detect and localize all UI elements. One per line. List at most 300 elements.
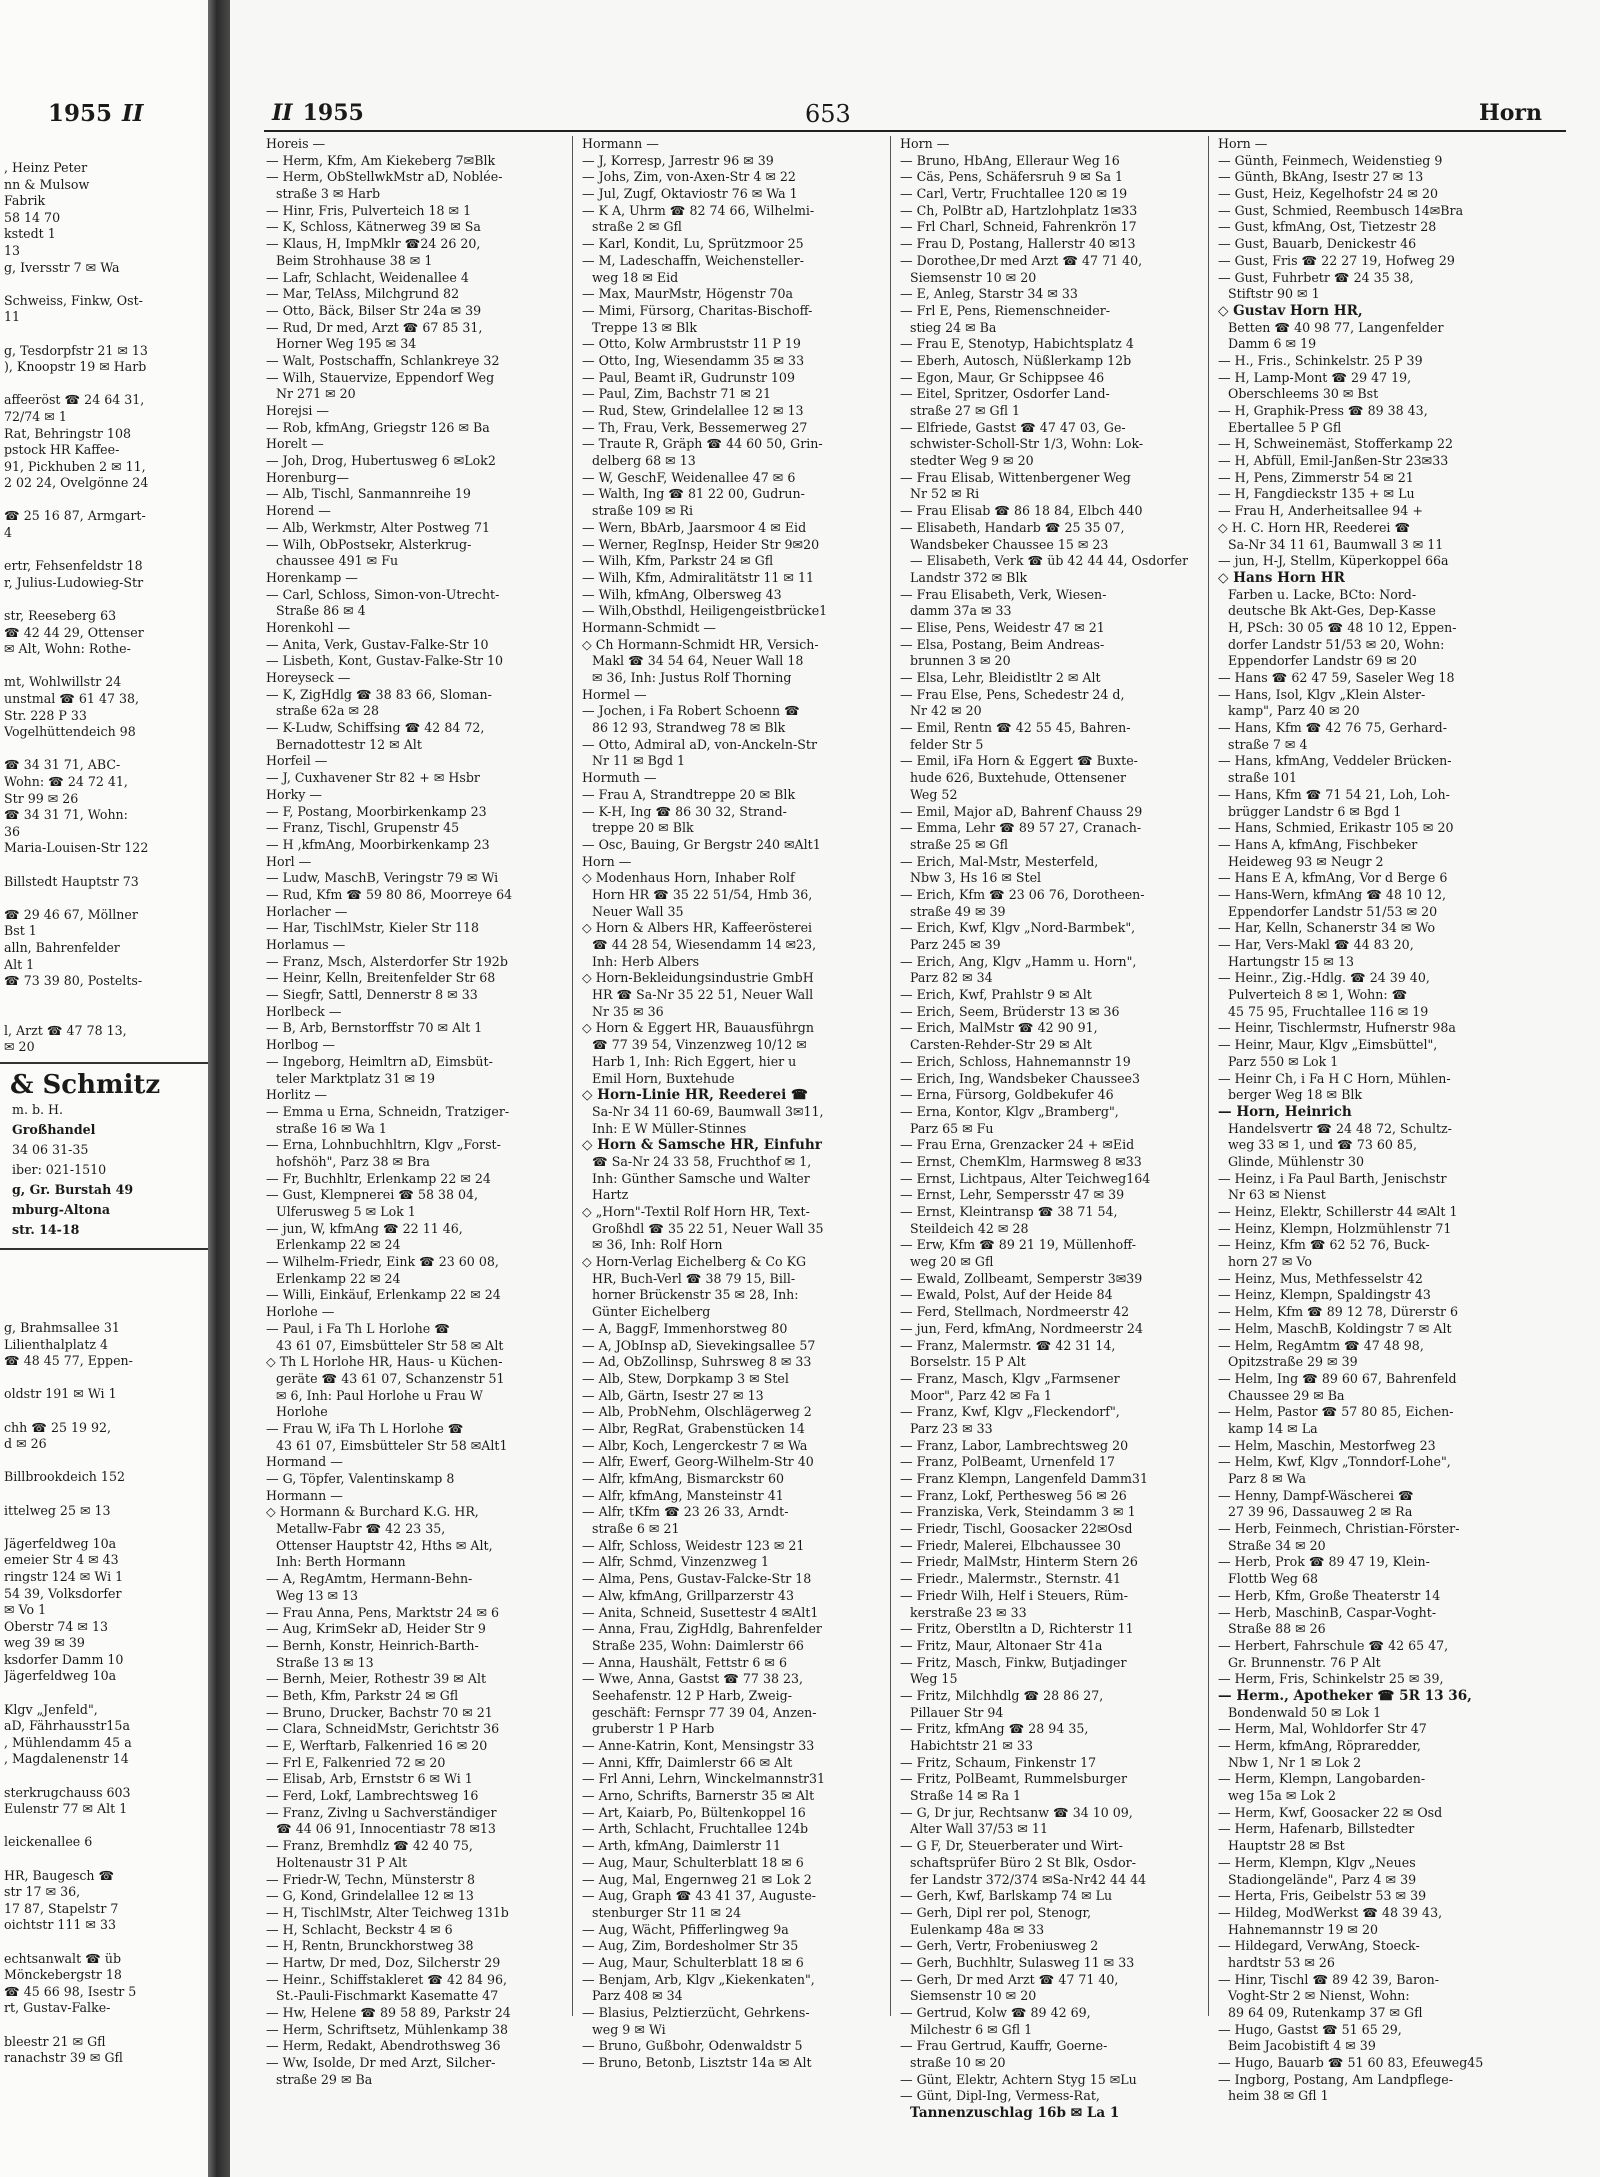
directory-entry-line: Straße 13 ✉ 13: [276, 1654, 374, 1670]
left-entry-line: Billstedt Hauptstr 73: [4, 873, 139, 889]
directory-entry-line: Straße 88 ✉ 26: [1228, 1621, 1326, 1637]
directory-entry-line: Beim Jacobistift 4 ✉ 39: [1228, 2038, 1376, 2054]
directory-entry-line: Horlacher —: [266, 903, 348, 919]
directory-entry-line: felder Str 5: [910, 736, 984, 752]
directory-entry-line: — Ww, Isolde, Dr med Arzt, Silcher-: [266, 2055, 496, 2071]
left-entry-line: [4, 276, 208, 293]
directory-entry-line: Horenkamp —: [266, 569, 358, 585]
directory-entry-line: hofshöh", Parz 38 ✉ Bra: [276, 1153, 430, 1169]
directory-entry-line: — Helm, MaschB, Koldingstr 7 ✉ Alt: [1218, 1320, 1452, 1336]
directory-entry-line: straße 6 ✉ 21: [592, 1521, 680, 1537]
directory-entry-line: — Gerh, Dipl rer pol, Stenogr,: [900, 1904, 1092, 1920]
directory-entry-line: Großhdl ☎ 35 22 51, Neuer Wall 35: [592, 1220, 824, 1236]
directory-entry-line: — Mar, TelAss, Milchgrund 82: [266, 286, 460, 302]
left-entry-line: 54 39, Volksdorfer: [4, 1585, 122, 1601]
directory-entry-line: straße 27 ✉ Gfl 1: [910, 403, 1020, 418]
left-entry-line: alln, Bahrenfelder: [4, 939, 120, 955]
directory-entry-line: — Elisab, Arb, Ernststr 6 ✉ Wi 1: [266, 1771, 473, 1787]
directory-entry-line: Hartz: [592, 1187, 629, 1203]
directory-entry-line: — Erich, Mal-Mstr, Mesterfeld,: [900, 853, 1099, 869]
directory-entry-line: — Alb, Tischl, Sanmannreihe 19: [266, 486, 471, 502]
directory-entry-line: — Otto, Bäck, Bilser Str 24a ✉ 39: [266, 302, 482, 318]
directory-entry-line: Weg 15: [910, 1671, 958, 1687]
directory-entry-line: — Albr, RegRat, Grabenstücken 14: [582, 1420, 805, 1436]
directory-entry-line: Pillauer Str 94: [910, 1704, 1004, 1720]
directory-entry-line: stedter Weg 9 ✉ 20: [910, 453, 1034, 469]
directory-entry-line: — Wilh, Stauervize, Eppendorf Weg: [266, 369, 495, 385]
directory-entry-line: — K, Schloss, Kätnerweg 39 ✉ Sa: [266, 219, 481, 235]
directory-entry-line: — Walth, Ing ☎ 81 22 00, Gudrun-: [582, 486, 805, 502]
directory-entry-line: — J, Cuxhavener Str 82 + ✉ Hsbr: [266, 770, 480, 786]
directory-entry-line: — B, Arb, Bernstorffstr 70 ✉ Alt 1: [266, 1020, 483, 1036]
left-entry-line: oichtstr 111 ✉ 33: [4, 1917, 117, 1933]
directory-entry-line: — Alfr, Schmd, Vinzenzweg 1: [582, 1554, 769, 1570]
left-entry-line: ☎ 45 66 98, Isestr 5: [4, 1983, 137, 1999]
directory-entry-line: — Aug, Maur, Schulterblatt 18 ✉ 6: [582, 1954, 804, 1970]
directory-entry-line: — Gertrud, Kolw ☎ 89 42 69,: [900, 2005, 1091, 2020]
left-entry-line: , Magdalenenstr 14: [4, 1751, 129, 1767]
directory-entry-line: ☎ 44 06 91, Innocentiastr 78 ✉13: [276, 1821, 496, 1837]
directory-entry-line: — H ,kfmAng, Moorbirkenkamp 23: [266, 836, 490, 852]
directory-entry-line: Heideweg 93 ✉ Neugr 2: [1228, 853, 1384, 869]
directory-entry-line: — Friedr-W, Techn, Münsterstr 8: [266, 1871, 476, 1887]
directory-entry-line: — Alfr, kfmAng, Bismarckstr 60: [582, 1471, 785, 1486]
left-entry-line: ☎ 29 46 67, Möllner: [4, 906, 138, 922]
directory-entry-line: straße 3 ✉ Harb: [276, 186, 381, 202]
directory-entry-line: weg 15a ✉ Lok 2: [1228, 1788, 1336, 1804]
directory-entry-line: — Hans ☎ 62 47 59, Saseler Weg 18: [1218, 670, 1455, 685]
directory-entry-line: — Alw, kfmAng, Grillparzerstr 43: [582, 1587, 794, 1603]
directory-entry-line: — Gust, Fris ☎ 22 27 19, Hofweg 29: [1218, 252, 1455, 268]
directory-entry-line: — Wwe, Anna, Gastst ☎ 77 38 23,: [582, 1671, 804, 1687]
directory-entry-line: — Friedr, Tischl, Goosacker 22✉Osd: [900, 1521, 1133, 1537]
directory-entry-line: geschäft: Fernspr 77 39 04, Anzen-: [592, 1704, 817, 1720]
directory-entry-line: — Franziska, Verk, Steindamm 3 ✉ 1: [900, 1504, 1136, 1520]
left-entry-line: mt, Wohlwillstr 24: [4, 674, 122, 690]
left-entry-line: ✉ Alt, Wohn: Rothe-: [4, 641, 131, 657]
directory-entry-line: — Friedr Wilh, Helf i Steuers, Rüm-: [900, 1587, 1128, 1603]
directory-entry-line: Glinde, Mühlenstr 30: [1228, 1153, 1365, 1169]
left-entry-line: affeeröst ☎ 24 64 31,: [4, 392, 145, 408]
directory-entry-line: ◇ Horn & Samsche HR, Einfuhr: [582, 1137, 822, 1154]
directory-entry-line: — E, Werftarb, Falkenried 16 ✉ 20: [266, 1738, 488, 1753]
directory-entry-line: 89 64 09, Rutenkamp 37 ✉ Gfl: [1228, 2005, 1423, 2020]
directory-entry-line: — Aug, Wächt, Pfifferlingweg 9a: [582, 1921, 789, 1937]
left-entry-line: [4, 1934, 208, 1951]
ad-company-name: & Schmitz: [10, 1070, 161, 1100]
directory-entry-line: Straße 14 ✉ Ra 1: [910, 1788, 1021, 1804]
directory-entry-line: straße 49 ✉ 39: [910, 903, 1006, 919]
left-entry-line: Schweiss, Finkw, Ost-: [4, 292, 143, 308]
directory-entry-line: — Herbert, Fahrschule ☎ 42 65 47,: [1218, 1637, 1449, 1653]
directory-entry-line: — Erna, Fürsorg, Goldbekufer 46: [900, 1087, 1114, 1103]
directory-entry-line: Siemsenstr 10 ✉ 20: [910, 1988, 1037, 2004]
directory-entry-line: — Wern, BbArb, Jaarsmoor 4 ✉ Eid: [582, 519, 807, 535]
directory-entry-line: — Franz, Kwf, Klgv „Fleckendorf",: [900, 1404, 1120, 1420]
directory-entry-line: Damm 6 ✉ 19: [1228, 336, 1317, 352]
directory-entry-line: — J, Korresp, Jarrestr 96 ✉ 39: [582, 152, 774, 168]
directory-entry-line: Horlitz —: [266, 1087, 327, 1103]
directory-entry-line: Habichtstr 21 ✉ 33: [910, 1738, 1033, 1753]
directory-entry-line: — Hw, Helene ☎ 89 58 89, Parkstr 24: [266, 2005, 511, 2020]
directory-entry-line: — Bruno, HbAng, Elleraur Weg 16: [900, 152, 1120, 168]
left-entry-line: Str. 228 P 33: [4, 707, 87, 723]
directory-entry-line: — H, Abfüll, Emil-Janßen-Str 23✉33: [1218, 453, 1449, 469]
directory-entry-line: stenburger Str 11 ✉ 24: [592, 1904, 742, 1920]
left-page-roman: II: [122, 100, 144, 127]
directory-entry-line: — H, Schweinemäst, Stofferkamp 22: [1218, 436, 1454, 452]
directory-entry-line: — Gerh, Dr med Arzt ☎ 47 71 40,: [900, 1971, 1119, 1987]
directory-entry-line: Handelsvertr ☎ 24 48 72, Schultz-: [1228, 1120, 1452, 1136]
directory-entry-line: — Herm, Klempn, Langobarden-: [1218, 1771, 1426, 1787]
directory-entry-line: kerstraße 23 ✉ 33: [910, 1604, 1027, 1620]
directory-entry-line: — Herm, Schriftsetz, Mühlenkamp 38: [266, 2021, 509, 2037]
left-entry-line: emeier Str 4 ✉ 43: [4, 1552, 119, 1568]
directory-entry-line: — Mimi, Fürsorg, Charitas-Bischoff-: [582, 302, 813, 318]
directory-entry-line: — Elsa, Lehr, Bleidistltr 2 ✉ Alt: [900, 670, 1101, 685]
directory-entry-line: — W, GeschF, Weidenallee 47 ✉ 6: [582, 469, 796, 485]
directory-entry-line: — Erna, Lohnbuchhltrn, Klgv „Forst-: [266, 1137, 501, 1153]
ad-line: iber: 021-1510: [12, 1162, 107, 1177]
directory-entry-line: ◇ Hormann & Burchard K.G. HR,: [266, 1504, 479, 1520]
directory-entry-line: — Günt, Elektr, Achtern Styg 15 ✉Lu: [900, 2071, 1137, 2087]
directory-entry-line: ◇ Horn-Linie HR, Reederei ☎: [582, 1087, 808, 1104]
directory-entry-line: — Ludw, MaschB, Veringstr 79 ✉ Wi: [266, 870, 499, 886]
directory-entry-line: Horejsi —: [266, 403, 330, 418]
directory-entry-line: — jun, H-J, Stellm, Küperkoppel 66a: [1218, 553, 1449, 569]
left-page-ad-box: [0, 1062, 208, 1250]
directory-entry-line: Horelt —: [266, 436, 324, 452]
directory-entry-line: Hormand —: [266, 1454, 343, 1470]
directory-entry-line: — H, TischlMstr, Alter Teichweg 131b: [266, 1904, 509, 1920]
directory-entry-line: — Aug, Zim, Bordesholmer Str 35: [582, 1938, 799, 1954]
directory-entry-line: — Hans A, kfmAng, Fischbeker: [1218, 836, 1418, 852]
column-divider: [890, 136, 891, 2016]
directory-entry-line: — Ewald, Polst, Auf der Heide 84: [900, 1287, 1113, 1303]
directory-entry-line: — Franz, Bremhdlz ☎ 42 40 75,: [266, 1838, 473, 1854]
directory-entry-line: Parz 82 ✉ 34: [910, 970, 993, 986]
directory-entry-line: Eppendorfer Landstr 51/53 ✉ 20: [1228, 903, 1438, 919]
directory-entry-line: — Franz, Zivlng u Sachverständiger: [266, 1804, 497, 1820]
directory-entry-line: — Friedr., Malermstr., Sternstr. 41: [900, 1571, 1122, 1587]
directory-entry-line: — Gerh, Buchhltr, Sulasweg 11 ✉ 33: [900, 1954, 1135, 1970]
directory-entry-line: — Aug, Graph ☎ 43 41 37, Auguste-: [582, 1888, 817, 1904]
left-entry-line: , Heinz Peter: [4, 160, 88, 175]
directory-entry-line: 43 61 07, Eimsbütteler Str 58 ✉ Alt: [276, 1337, 504, 1353]
left-entry-line: [4, 2017, 208, 2034]
page-header-year: 1955: [302, 100, 364, 126]
directory-entry-line: treppe 20 ✉ Blk: [592, 820, 694, 836]
directory-entry-line: — Emma, Lehr ☎ 89 57 27, Cranach-: [900, 820, 1142, 836]
directory-entry-line: Parz 23 ✉ 33: [910, 1420, 993, 1436]
directory-entry-line: straße 62a ✉ 28: [276, 703, 380, 719]
left-entry-line: echtsanwalt ☎ üb: [4, 1950, 122, 1966]
directory-entry-line: — Helm, Kfm ☎ 89 12 78, Dürerstr 6: [1218, 1304, 1459, 1320]
left-entry-line: str 17 ✉ 36,: [4, 1884, 81, 1900]
directory-entry-line: — Elise, Pens, Weidestr 47 ✉ 21: [900, 619, 1105, 635]
directory-entry-line: — Otto, Ing, Wiesendamm 35 ✉ 33: [582, 352, 805, 368]
directory-entry-line: — Aug, Mal, Engernweg 21 ✉ Lok 2: [582, 1871, 812, 1887]
directory-entry-line: — Gerh, Vertr, Frobeniusweg 2: [900, 1938, 1099, 1954]
directory-entry-line: kamp", Parz 40 ✉ 20: [1228, 703, 1360, 719]
left-entry-line: [4, 1370, 208, 1387]
directory-entry-line: — Ferd, Lokf, Lambrechtsweg 16: [266, 1788, 479, 1804]
directory-entry-line: Hormann —: [266, 1487, 343, 1503]
directory-entry-line: — Franz Klempn, Langenfeld Damm31: [900, 1471, 1148, 1486]
directory-entry-line: weg 33 ✉ 1, und ☎ 73 60 85,: [1228, 1137, 1417, 1153]
left-entry-line: ☎ 34 31 71, ABC-: [4, 757, 121, 773]
left-entry-line: ittelweg 25 ✉ 13: [4, 1502, 111, 1518]
left-entry-line: d ✉ 26: [4, 1436, 47, 1452]
directory-entry-line: — Wilhelm-Friedr, Eink ☎ 23 60 08,: [266, 1254, 499, 1270]
directory-entry-line: — Frau Gertrud, Kauffr, Goerne-: [900, 2038, 1108, 2054]
directory-entry-line: Inh: Herb Albers: [592, 953, 700, 969]
directory-entry-line: — Fritz, PolBeamt, Rummelsburger: [900, 1771, 1128, 1787]
directory-entry-line: — Beth, Kfm, Parkstr 24 ✉ Gfl: [266, 1687, 459, 1703]
directory-entry-line: teler Marktplatz 31 ✉ 19: [276, 1070, 436, 1086]
directory-entry-line: — Hugo, Gastst ☎ 51 65 29,: [1218, 2021, 1402, 2037]
directory-entry-line: ☎ 77 39 54, Vinzenzweg 10/12 ✉: [592, 1037, 807, 1053]
directory-entry-line: — Ewald, Zollbeamt, Semperstr 3✉39: [900, 1270, 1143, 1286]
directory-entry-line: straße 29 ✉ Ba: [276, 2071, 373, 2087]
directory-entry-line: Voght-Str 2 ✉ Nienst, Wohn:: [1228, 1988, 1410, 2004]
directory-entry-line: — Klaus, H, ImpMklr ☎24 26 20,: [266, 236, 481, 252]
directory-entry-line: — Alfr, tKfm ☎ 23 26 33, Arndt-: [582, 1504, 789, 1520]
directory-entry-line: ◇ Horn-Bekleidungsindustrie GmbH: [582, 970, 814, 986]
left-entry-line: sterkrugchauss 603: [4, 1784, 131, 1800]
directory-entry-line: St.-Pauli-Fischmarkt Kasematte 47: [276, 1988, 499, 2004]
directory-entry-line: — H, Fangdieckstr 135 + ✉ Lu: [1218, 486, 1415, 502]
directory-entry-line: — Heinr, Kelln, Breitenfelder Str 68: [266, 970, 496, 986]
directory-entry-line: — Jul, Zugf, Oktaviostr 76 ✉ Wa 1: [582, 186, 798, 202]
directory-entry-line: Hauptstr 28 ✉ Bst: [1228, 1838, 1345, 1854]
directory-entry-line: Makl ☎ 34 54 64, Neuer Wall 18: [592, 653, 804, 669]
directory-entry-line: Parz 245 ✉ 39: [910, 937, 1001, 952]
directory-entry-line: deutsche Bk Akt-Ges, Dep-Kasse: [1228, 603, 1436, 619]
directory-entry-line: Oberschleems 30 ✉ Bst: [1228, 386, 1379, 402]
left-entry-line: ringstr 124 ✉ Wi 1: [4, 1568, 124, 1584]
directory-entry-line: — Rud, Dr med, Arzt ☎ 67 85 31,: [266, 319, 483, 335]
directory-entry-line: — H, Graphik-Press ☎ 89 38 43,: [1218, 403, 1428, 418]
directory-entry-line: — Emil, Rentn ☎ 42 55 45, Bahren-: [900, 720, 1131, 736]
page-number: 653: [805, 100, 851, 128]
directory-entry-line: — Frau Erna, Grenzacker 24 + ✉Eid: [900, 1137, 1135, 1153]
directory-entry-line: — Willi, Einkäuf, Erlenkamp 22 ✉ 24: [266, 1287, 501, 1303]
directory-entry-line: — Fritz, Masch, Finkw, Butjadinger: [900, 1654, 1127, 1670]
directory-entry-line: — Eitel, Spritzer, Osdorfer Land-: [900, 386, 1110, 402]
left-entry-line: ☎ 34 31 71, Wohn:: [4, 807, 128, 823]
directory-entry-line: — K-H, Ing ☎ 86 30 32, Strand-: [582, 803, 787, 819]
directory-entry-line: — Rob, kfmAng, Griegstr 126 ✉ Ba: [266, 419, 490, 435]
directory-entry-line: Chaussee 29 ✉ Ba: [1228, 1387, 1345, 1403]
directory-entry-line: — Paul, Beamt iR, Gudrunstr 109: [582, 369, 795, 385]
left-entry-line: [4, 890, 208, 907]
directory-entry-line: — Hildeg, ModWerkst ☎ 48 39 43,: [1218, 1904, 1443, 1920]
directory-entry-line: — Wilh, Kfm, Parkstr 24 ✉ Gfl: [582, 553, 774, 569]
directory-entry-line: Horeis —: [266, 136, 326, 151]
directory-entry-line: — Günth, Feinmech, Weidenstieg 9: [1218, 152, 1443, 168]
directory-entry-line: — Herm, Kwf, Goosacker 22 ✉ Osd: [1218, 1804, 1443, 1820]
left-entry-line: Str 99 ✉ 26: [4, 790, 79, 806]
directory-entry-line: — Friedr, Malerei, Elbchaussee 30: [900, 1537, 1121, 1553]
directory-entry-line: — Clara, SchneidMstr, Gerichtstr 36: [266, 1721, 500, 1737]
left-entry-line: [4, 1519, 208, 1536]
directory-entry-line: — Alfr, Ewerf, Georg-Wilhelm-Str 40: [582, 1454, 814, 1470]
directory-entry-line: Seehafenstr. 12 P Harb, Zweig-: [592, 1687, 792, 1703]
directory-entry-line: — Hans, Kfm ☎ 42 76 75, Gerhard-: [1218, 720, 1447, 736]
directory-entry-line: damm 37a ✉ 33: [910, 603, 1012, 619]
directory-entry-line: Horlohe: [276, 1404, 328, 1420]
directory-entry-line: Milchestr 6 ✉ Gfl 1: [910, 2021, 1033, 2037]
directory-entry-line: — Aug, KrimSekr aD, Heider Str 9: [266, 1621, 486, 1637]
directory-entry-line: — Har, TischlMstr, Kieler Str 118: [266, 920, 480, 936]
directory-entry-line: Hormuth —: [582, 770, 657, 786]
left-entry-line: [4, 1006, 208, 1023]
directory-entry-line: 45 75 95, Fruchtallee 116 ✉ 19: [1228, 1003, 1429, 1019]
directory-entry-line: fer Landstr 372/374 ✉Sa-Nr42 44 44: [910, 1871, 1147, 1887]
directory-entry-line: — Ernst, ChemKlm, Harmsweg 8 ✉33: [900, 1153, 1142, 1169]
left-entry-line: nn & Mulsow: [4, 176, 90, 192]
left-page-fragment: [0, 0, 210, 2177]
directory-entry-line: Holtenaustr 31 P Alt: [276, 1854, 408, 1870]
directory-entry-line: — Hans, Kfm ☎ 71 54 21, Loh, Loh-: [1218, 786, 1450, 802]
directory-entry-line: Ebertallee 5 P Gfl: [1228, 419, 1342, 435]
directory-entry-line: ◇ Hans Horn HR: [1218, 569, 1345, 586]
directory-entry-line: — Erich, Ing, Wandsbeker Chaussee3: [900, 1070, 1140, 1086]
left-page-entries-bottom: [4, 1320, 208, 2067]
directory-entry-line: — Franz, Malermstr. ☎ 42 31 14,: [900, 1337, 1116, 1353]
directory-entry-line: — Heinr Ch, i Fa H C Horn, Mühlen-: [1218, 1070, 1451, 1086]
directory-entry-line: — Frau Else, Pens, Schedestr 24 d,: [900, 686, 1125, 702]
directory-entry-line: — Anne-Katrin, Kont, Mensingstr 33: [582, 1738, 815, 1753]
directory-entry-line: — Erna, Kontor, Klgv „Bramberg",: [900, 1103, 1119, 1119]
directory-entry-line: straße 10 ✉ 20: [910, 2055, 1006, 2071]
left-entry-line: Bst 1: [4, 923, 37, 939]
directory-entry-line: horn 27 ✉ Vo: [1228, 1254, 1312, 1270]
directory-entry-line: — Heinr, Maur, Klgv „Eimsbüttel",: [1218, 1037, 1438, 1053]
directory-entry-line: — G, Dr jur, Rechtsanw ☎ 34 10 09,: [900, 1804, 1133, 1820]
directory-entry-line: ◇ H. C. Horn HR, Reederei ☎: [1218, 519, 1411, 535]
directory-entry-line: — Albr, Koch, Lengerckestr 7 ✉ Wa: [582, 1437, 808, 1453]
left-entry-line: 4: [4, 525, 13, 541]
directory-entry-line: — Frau Anna, Pens, Marktstr 24 ✉ 6: [266, 1604, 500, 1620]
left-entry-line: Billbrookdeich 152: [4, 1469, 125, 1485]
directory-entry-line: — Günth, BkAng, Isestr 27 ✉ 13: [1218, 169, 1424, 185]
directory-entry-line: — Frau D, Postang, Hallerstr 40 ✉13: [900, 236, 1136, 252]
directory-entry-line: Nr 52 ✉ Ri: [910, 486, 980, 502]
directory-entry-line: Straße 86 ✉ 4: [276, 603, 366, 619]
left-entry-line: 17 87, Stapelstr 7: [4, 1900, 119, 1916]
directory-entry-line: — Anna, Frau, ZigHdlg, Bahrenfelder: [582, 1621, 822, 1637]
directory-entry-line: Betten ☎ 40 98 77, Langenfelder: [1228, 319, 1444, 335]
left-entry-line: ranachstr 39 ✉ Gfl: [4, 2050, 123, 2066]
directory-entry-line: Tannenzuschlag 16b ✉ La 1: [910, 2105, 1120, 2122]
directory-entry-line: — Helm, RegAmtm ☎ 47 48 98,: [1218, 1337, 1424, 1353]
book-gutter: [208, 0, 230, 2177]
directory-entry-line: — Herm., Apotheker ☎ 5R 13 36,: [1218, 1687, 1472, 1704]
directory-entry-line: — Benjam, Arb, Klgv „Kiekenkaten",: [582, 1971, 815, 1987]
directory-entry-line: — Herm, Klempn, Klgv „Neues: [1218, 1854, 1416, 1870]
directory-entry-line: — Otto, Kolw Armbruststr 11 P 19: [582, 336, 801, 352]
directory-entry-line: Hahnemannstr 19 ✉ 20: [1228, 1921, 1378, 1937]
column-divider: [572, 136, 573, 2016]
directory-entry-line: kamp 14 ✉ La: [1228, 1420, 1318, 1436]
left-entry-line: [4, 591, 208, 608]
left-entry-line: weg 39 ✉ 39: [4, 1635, 85, 1651]
left-entry-line: 2 02 24, Ovelgönne 24: [4, 475, 149, 491]
directory-entry-line: — Frl E, Pens, Riemenschneider-: [900, 302, 1111, 318]
directory-entry-line: Opitzstraße 29 ✉ 39: [1228, 1354, 1358, 1370]
left-entry-line: [4, 542, 208, 559]
left-entry-line: ), Knoopstr 19 ✉ Harb: [4, 359, 147, 375]
directory-entry-line: geräte ☎ 43 61 07, Schanzenstr 51: [276, 1370, 505, 1386]
left-entry-line: Oberstr 74 ✉ 13: [4, 1618, 109, 1634]
directory-entry-line: Nr 271 ✉ 20: [276, 386, 356, 402]
directory-column-3: [900, 136, 1188, 2122]
directory-entry-line: Günter Eichelberg: [592, 1304, 711, 1320]
directory-entry-line: — Frl E, Falkenried 72 ✉ 20: [266, 1754, 446, 1770]
left-entry-line: Jägerfeldweg 10a: [4, 1668, 117, 1684]
directory-entry-line: — Erich, Schloss, Hahnemannstr 19: [900, 1053, 1131, 1069]
left-entry-line: Fabrik: [4, 193, 46, 209]
ad-line: 34 06 31-35: [12, 1142, 89, 1157]
directory-entry-line: — A, BaggF, Immenhorstweg 80: [582, 1320, 788, 1336]
directory-entry-line: — Hans-Wern, kfmAng ☎ 48 10 12,: [1218, 886, 1447, 902]
directory-entry-line: Nr 63 ✉ Nienst: [1228, 1187, 1326, 1203]
directory-column-2: [582, 136, 870, 2072]
directory-entry-line: — Bruno, Betonb, Lisztstr 14a ✉ Alt: [582, 2055, 812, 2071]
directory-entry-line: Horend —: [266, 503, 331, 519]
directory-entry-line: — Anni, Kffr, Daimlerstr 66 ✉ Alt: [582, 1754, 793, 1770]
left-entry-line: Jägerfeldweg 10a: [4, 1535, 117, 1551]
directory-entry-line: — H, Schlacht, Beckstr 4 ✉ 6: [266, 1921, 453, 1937]
directory-entry-line: chaussee 491 ✉ Fu: [276, 553, 399, 569]
directory-entry-line: — Heinz, Kfm ☎ 62 52 76, Buck-: [1218, 1237, 1430, 1253]
directory-entry-line: — Gerh, Kwf, Barlskamp 74 ✉ Lu: [900, 1888, 1113, 1904]
directory-entry-line: — Art, Kaiarb, Po, Bültenkoppel 16: [582, 1804, 806, 1820]
directory-page: [230, 0, 1600, 2177]
directory-entry-line: Horenkohl —: [266, 619, 351, 635]
directory-entry-line: Horlbog —: [266, 1037, 335, 1053]
directory-entry-line: schwister-Scholl-Str 1/3, Wohn: Lok-: [910, 436, 1144, 452]
directory-entry-line: — Siegfr, Sattl, Dennerstr 8 ✉ 33: [266, 987, 478, 1003]
directory-entry-line: gruberstr 1 P Harb: [592, 1721, 715, 1737]
directory-entry-line: straße 109 ✉ Ri: [592, 503, 694, 519]
directory-entry-line: Nr 11 ✉ Bgd 1: [592, 753, 686, 769]
directory-entry-line: Eulenkamp 48a ✉ 33: [910, 1921, 1045, 1937]
directory-entry-line: — Herm, ObStellwkMstr aD, Noblée-: [266, 169, 503, 185]
directory-entry-line: — Frau W, iFa Th L Horlohe ☎: [266, 1420, 464, 1436]
directory-entry-line: ◇ Modenhaus Horn, Inhaber Rolf: [582, 870, 795, 886]
directory-entry-line: Hartungstr 15 ✉ 13: [1228, 953, 1355, 969]
directory-entry-line: ☎ Sa-Nr 24 33 58, Fruchthof ✉ 1,: [592, 1153, 812, 1169]
directory-entry-line: — Herm, Kfm, Am Kiekeberg 7✉Blk: [266, 152, 496, 168]
directory-entry-line: — Fritz, Oberstltn a D, Richterstr 11: [900, 1621, 1134, 1637]
directory-entry-line: Horl —: [266, 853, 312, 869]
left-entry-line: aD, Fährhausstr15a: [4, 1718, 130, 1734]
directory-entry-line: Sa-Nr 34 11 60-69, Baumwall 3✉11,: [592, 1103, 824, 1119]
directory-entry-line: — Ernst, Lehr, Sempersstr 47 ✉ 39: [900, 1187, 1125, 1203]
left-entry-line: ✉ 20: [4, 1039, 35, 1055]
left-entry-line: g, Iversstr 7 ✉ Wa: [4, 259, 120, 275]
directory-entry-line: Horeyseck —: [266, 670, 351, 685]
left-entry-line: [4, 1486, 208, 1503]
directory-entry-line: Bondenwald 50 ✉ Lok 1: [1228, 1704, 1382, 1720]
directory-entry-line: — Erich, Kwf, Prahlstr 9 ✉ Alt: [900, 987, 1092, 1003]
directory-entry-line: — Ferd, Stellmach, Nordmeerstr 42: [900, 1304, 1130, 1320]
left-entry-line: chh ☎ 25 19 92,: [4, 1419, 112, 1435]
directory-entry-line: — Bruno, Drucker, Bachstr 70 ✉ 21: [266, 1704, 493, 1720]
